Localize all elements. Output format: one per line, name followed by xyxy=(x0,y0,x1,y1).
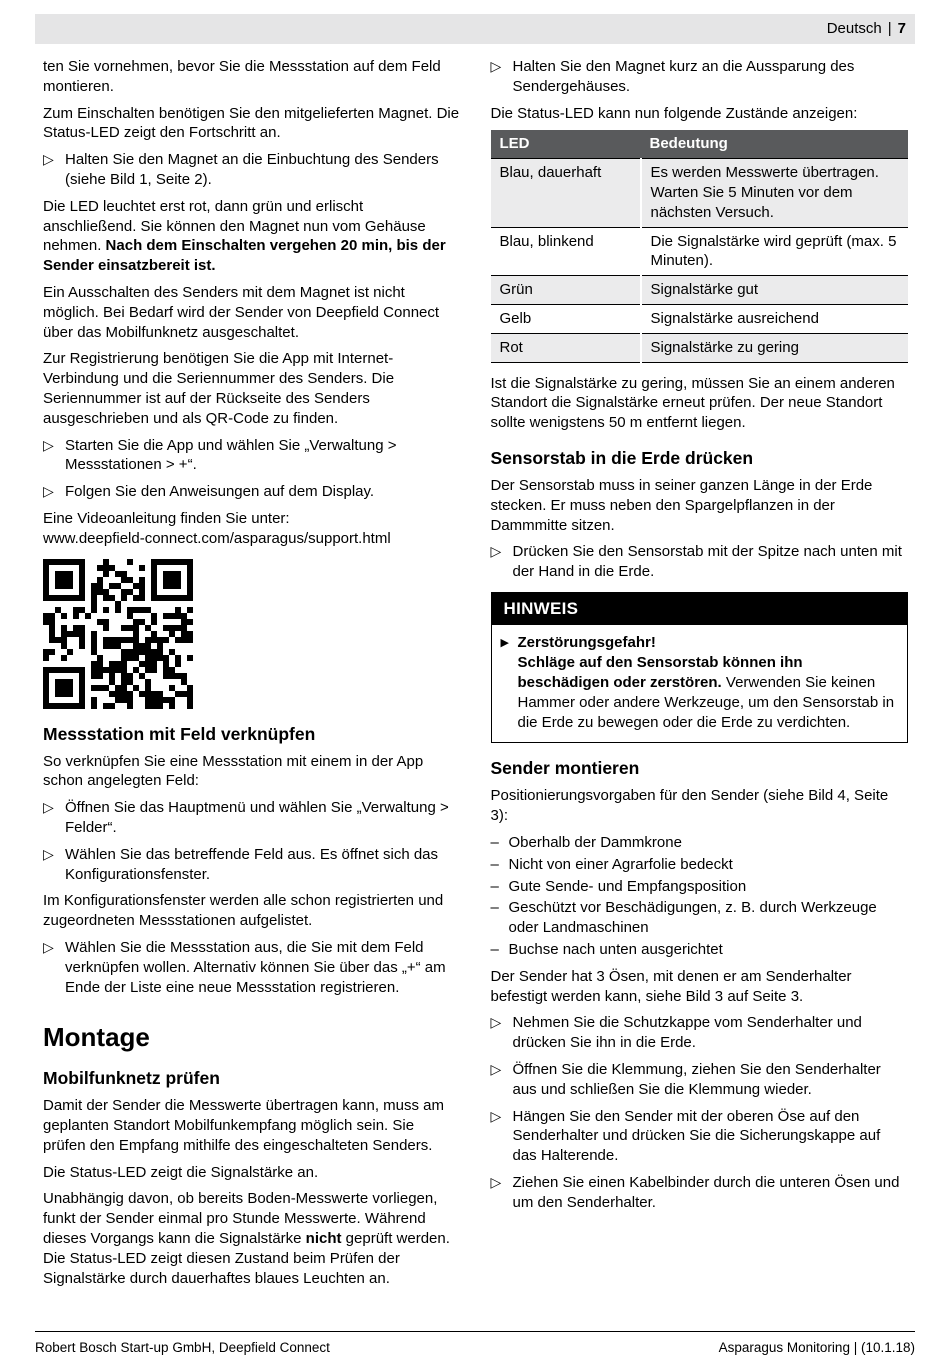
notice-box xyxy=(491,592,909,743)
list-item xyxy=(491,877,909,897)
notice-text xyxy=(518,633,897,732)
notice-warning-bold: Schläge auf den Sensorstab können ihn beschädigen oder zerstören. xyxy=(517,654,803,691)
list-item xyxy=(491,855,909,875)
paragraph-registrierung: Zur Registrierung benötigen Sie die App mit Internet-Verbindung und die Seriennummer des Senders. Die Seriennummer ist auf der Rückseite des Senders ausgeschrieben und als QR-Code zu finden. xyxy=(43,350,395,427)
paragraph-mobilfunk-3a: Unabhängig davon, ob bereits Boden-Messwerte vorliegen, funkt der Sender einmal pro Stunde Messwerte. Während dieses Vorgangs kann die Signalstärke xyxy=(43,1190,438,1247)
list-item-text: Geschützt vor Beschädigungen, z. B. durch Werkzeuge oder Landmaschinen xyxy=(508,899,877,937)
meaning-cell: Signalstärke zu gering xyxy=(641,333,909,362)
paragraph-mobilfunk-3-bold: nicht xyxy=(305,1229,342,1247)
led-table-row xyxy=(491,333,909,362)
instruction-step xyxy=(43,150,461,190)
list-item xyxy=(491,833,909,853)
instruction-step xyxy=(491,1107,909,1166)
list-item-text: Buchse nach unten ausgerichtet xyxy=(508,940,723,958)
header-page-number: 7 xyxy=(897,20,906,38)
paragraph-ausschalten: Ein Ausschalten des Senders mit dem Magnet ist nicht möglich. Bei Bedarf wird der Sender von Deepfield Connect über das Mobilfunknetz ausgeschaltet. xyxy=(43,283,440,341)
step-marker-icon: ▷ xyxy=(490,1014,502,1031)
notice-marker-icon: ▶ xyxy=(500,637,509,650)
footer-product-version: Asparagus Monitoring | (10.1.18) xyxy=(718,1340,915,1356)
paragraph-mobilfunk-1: Damit der Sender die Messwerte übertragen kann, muss am geplanten Standort Mobilfunkempfang möglich sein. Sie prüfen den Empfang mithilfe des eingeschalteten Senders. xyxy=(43,1097,445,1154)
notice-warning-title: Zerstörungsgefahr! xyxy=(517,634,656,652)
step-text: Drücken Sie den Sensorstab mit der Spitze nach unten mit der Hand in die Erde. xyxy=(512,543,902,581)
instruction-step xyxy=(43,436,461,476)
step-text: Nehmen Sie die Schutzkappe vom Senderhalter und drücken Sie ihn in die Erde. xyxy=(512,1014,862,1052)
step-marker-icon: ▷ xyxy=(43,151,54,168)
section-heading-sender: Sender montieren xyxy=(490,758,640,779)
content-columns xyxy=(43,57,908,1295)
step-marker-icon: ▷ xyxy=(490,543,502,560)
instruction-step xyxy=(43,798,461,838)
instruction-step xyxy=(491,1013,909,1053)
paragraph-konfiguration: Im Konfigurationsfenster werden alle schon registrierten und zugeordneten Messstationen aufgelistet. xyxy=(43,892,444,930)
led-cell: Rot xyxy=(491,333,641,362)
paragraph-status-led: Die Status-LED kann nun folgende Zustände anzeigen: xyxy=(490,104,858,122)
paragraph-oesen: Der Sender hat 3 Ösen, mit denen er am Senderhalter befestigt werden kann, siehe Bild 3 auf Seite 3. xyxy=(490,967,852,1005)
paragraph-mobilfunk-3b: geprüft werden. Die Status-LED zeigt diesen Zustand beim Prüfen der Signalstärke durch dauerhaftes blaues Leuchten an. xyxy=(43,1229,450,1287)
meaning-cell: Die Signalstärke wird geprüft (max. 5 Minuten). xyxy=(641,227,909,276)
step-text: Halten Sie den Magnet kurz an die Aussparung des Sendergehäuses. xyxy=(512,58,855,95)
paragraph-sensorstab: Der Sensorstab muss in seiner ganzen Länge in der Erde stecken. Er muss neben den Spargelpflanzen in der Dammmitte sitzen. xyxy=(490,476,873,534)
notice-warning-normal: Verwenden Sie keinen Hammer oder andere Werkzeuge, um den Sensorstab in die Erde zu bewegen oder die Erde zu verdichten. xyxy=(517,673,895,731)
section-heading-verknuepfen: Messstation mit Feld verknüpfen xyxy=(43,723,316,744)
step-marker-icon: ▷ xyxy=(43,483,54,500)
instruction-step xyxy=(43,845,461,885)
section-heading-sensorstab: Sensorstab in die Erde drücken xyxy=(490,447,754,468)
page-header-bar xyxy=(35,14,915,44)
paragraph-led-bold: Nach dem Einschalten vergehen 20 min, bis der Sender einsatzbereit ist. xyxy=(43,237,446,275)
header-separator: | xyxy=(887,20,892,38)
led-cell: Blau, blinkend xyxy=(491,227,641,276)
paragraph-mobilfunk-2: Die Status-LED zeigt die Signalstärke an. xyxy=(43,1163,319,1181)
notice-title: HINWEIS xyxy=(492,593,908,625)
table-header-bedeutung: Bedeutung xyxy=(641,130,909,158)
footer-company: Robert Bosch Start-up GmbH, Deepfield Connect xyxy=(35,1340,330,1356)
table-header-led: LED xyxy=(491,130,641,158)
led-cell: Blau, dauerhaft xyxy=(491,159,641,227)
support-url: www.deepfield-connect.com/asparagus/support.html xyxy=(43,529,391,547)
list-item xyxy=(491,940,909,960)
step-marker-icon: ▷ xyxy=(43,799,54,816)
step-text: Ziehen Sie einen Kabelbinder durch die unteren Ösen und um den Senderhalter. xyxy=(512,1173,900,1211)
step-text: Öffnen Sie das Hauptmenü und wählen Sie „Verwaltung > Felder“. xyxy=(65,799,449,836)
list-item-text: Nicht von einer Agrarfolie bedeckt xyxy=(508,855,733,873)
step-text: Hängen Sie den Sender mit der oberen Öse auf den Senderhalter und drücken Sie die Sicherungskappe auf das Halterende. xyxy=(512,1107,881,1165)
dash-marker: – xyxy=(490,877,499,895)
dash-marker: – xyxy=(490,833,499,851)
dash-marker: – xyxy=(490,899,499,917)
step-marker-icon: ▷ xyxy=(43,938,54,955)
led-table-row xyxy=(491,227,909,276)
led-table-header-row xyxy=(491,130,909,158)
led-cell: Gelb xyxy=(491,304,641,333)
list-item-text: Gute Sende- und Empfangsposition xyxy=(508,877,747,895)
step-marker-icon: ▷ xyxy=(490,1107,502,1124)
header-language: Deutsch xyxy=(826,20,882,38)
step-marker-icon: ▷ xyxy=(490,1060,502,1077)
paragraph-video xyxy=(43,509,461,549)
position-requirements-list xyxy=(491,833,909,960)
step-text: Halten Sie den Magnet an die Einbuchtung des Senders (siehe Bild 1, Seite 2). xyxy=(65,151,439,188)
instruction-step xyxy=(491,542,909,582)
step-text: Starten Sie die App und wählen Sie „Verwaltung > Messstationen > +“. xyxy=(65,436,397,474)
led-table-row xyxy=(491,276,909,305)
meaning-cell: Signalstärke gut xyxy=(641,276,909,305)
step-marker-icon: ▷ xyxy=(490,58,502,74)
notice-body xyxy=(492,625,908,742)
list-item-text: Oberhalb der Dammkrone xyxy=(508,833,682,851)
paragraph-verknuepfen-intro: So verknüpfen Sie eine Messstation mit einem in der App schon angelegten Feld: xyxy=(43,752,424,790)
instruction-step xyxy=(43,938,461,997)
instruction-step xyxy=(43,482,461,502)
led-table-row xyxy=(491,159,909,227)
paragraph-led-normal: Die LED leuchtet erst rot, dann grün und erlischt anschließend. Sie können den Magnet nun vom Gehäuse nehmen. xyxy=(43,197,426,255)
step-text: Wählen Sie das betreffende Feld aus. Es öffnet sich das Konfigurationsfenster. xyxy=(65,845,439,883)
qr-code xyxy=(43,559,193,709)
meaning-cell: Signalstärke ausreichend xyxy=(641,304,909,333)
paragraph-magnet: Zum Einschalten benötigen Sie den mitgelieferten Magnet. Die Status-LED zeigt den Fortschritt an. xyxy=(43,104,460,142)
dash-marker: – xyxy=(490,940,499,958)
step-text: Folgen Sie den Anweisungen auf dem Display. xyxy=(65,483,375,501)
step-marker-icon: ▷ xyxy=(43,845,54,862)
dash-marker: – xyxy=(490,855,499,873)
right-column xyxy=(491,57,909,1295)
page-footer xyxy=(35,1331,915,1357)
instruction-step xyxy=(491,1060,909,1100)
paragraph-continuation: ten Sie vornehmen, bevor Sie die Messstation auf dem Feld montieren. xyxy=(43,58,441,95)
video-hint-text: Eine Videoanleitung finden Sie unter: xyxy=(43,509,290,527)
led-status-table xyxy=(491,130,909,362)
step-text: Öffnen Sie die Klemmung, ziehen Sie den Senderhalter aus und schließen Sie die Klemmung wieder. xyxy=(512,1060,881,1098)
step-text: Wählen Sie die Messstation aus, die Sie mit dem Feld verknüpfen wollen. Alternativ können Sie über das „+“ am Ende der Liste eine neue Messstation registrieren. xyxy=(65,938,446,996)
left-column xyxy=(43,57,461,1295)
paragraph-mobilfunk-3 xyxy=(43,1189,461,1288)
list-item xyxy=(491,898,909,938)
instruction-step xyxy=(491,57,909,97)
meaning-cell: Es werden Messwerte übertragen. Warten Sie 5 Minuten vor dem nächsten Versuch. xyxy=(641,159,909,227)
step-marker-icon: ▷ xyxy=(490,1173,502,1190)
step-marker-icon: ▷ xyxy=(43,436,54,453)
led-table-row xyxy=(491,304,909,333)
paragraph-signal: Ist die Signalstärke zu gering, müssen Sie an einem anderen Standort die Signalstärke erneut prüfen. Der neue Standort sollte wenigstens 50 m entfernt liegen. xyxy=(490,374,895,432)
paragraph-led xyxy=(43,197,461,276)
section-heading-mobilfunk: Mobilfunknetz prüfen xyxy=(43,1068,220,1089)
chapter-heading-montage: Montage xyxy=(43,1022,150,1053)
paragraph-position: Positionierungsvorgaben für den Sender (siehe Bild 4, Seite 3): xyxy=(490,787,889,825)
led-cell: Grün xyxy=(491,276,641,305)
instruction-step xyxy=(491,1173,909,1213)
